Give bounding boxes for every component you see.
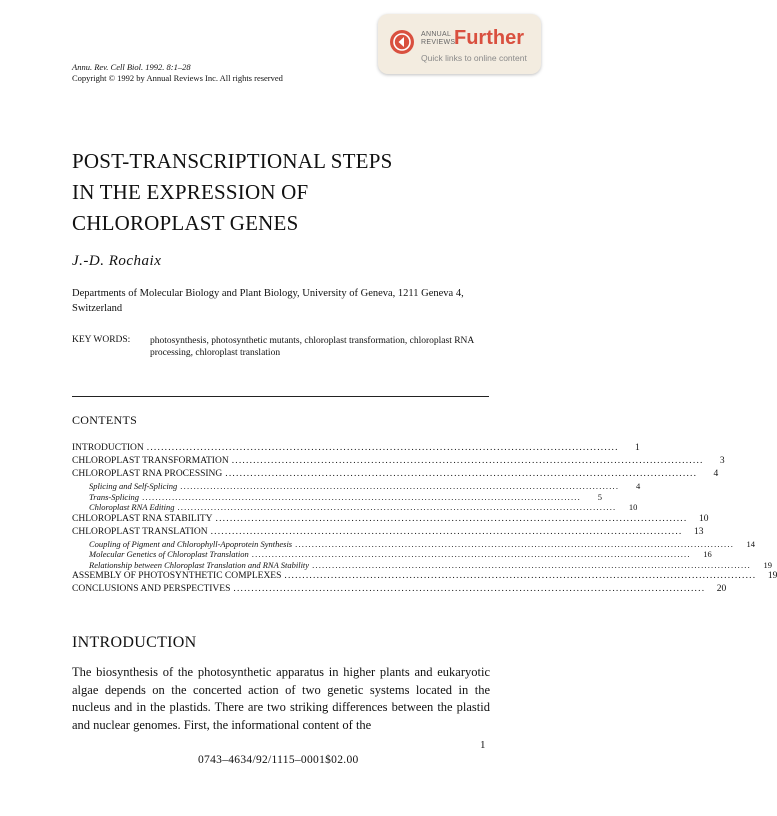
toc-leader-dots: .................................................................................................................................... xyxy=(312,559,751,570)
toc-entry-label: CHLOROPLAST RNA PROCESSING xyxy=(72,469,223,479)
toc-leader-dots: .................................................................................................................................... xyxy=(231,456,704,466)
introduction-paragraph: The biosynthesis of the photosynthetic apparatus in higher plants and eukaryotic algae depends on the concerted action of two genetic systems located in the nucleus and in the plastids. There are two striking differences between the plastid and nuclear genomes. First, the informational content of the xyxy=(72,665,490,732)
toc-entry[interactable] xyxy=(72,526,704,539)
article-title xyxy=(72,146,392,239)
toc-entry-page: 19 xyxy=(767,571,777,581)
toc-entry-page: 16 xyxy=(703,549,712,559)
toc-entry-page: 10 xyxy=(698,513,709,524)
toc-entry[interactable] xyxy=(72,583,727,596)
title-line: POST-TRANSCRIPTIONAL STEPS xyxy=(72,149,393,173)
journal-citation: Annu. Rev. Cell Biol. 1992. 8:1–28 xyxy=(72,62,191,72)
toc-leader-dots: .................................................................................................................................... xyxy=(251,549,691,559)
toc-subentry[interactable] xyxy=(72,549,712,560)
toc-subentry[interactable] xyxy=(72,538,756,550)
badge-subtitle: Quick links to online content xyxy=(421,53,527,63)
toc-subentry[interactable] xyxy=(72,481,641,492)
toc-leader-dots: .................................................................................................................................... xyxy=(233,584,706,594)
author-name: J.-D. Rochaix xyxy=(72,253,162,269)
toc-entry-page: 1 xyxy=(634,443,640,453)
annual-reviews-further-badge[interactable] xyxy=(378,14,541,74)
toc-subentry[interactable] xyxy=(72,502,638,513)
toc-entry-label: Chloroplast RNA Editing xyxy=(89,502,175,512)
toc-entry-page: 4 xyxy=(635,481,641,491)
toc-entry-label: CHLOROPLAST TRANSFORMATION xyxy=(72,456,229,466)
toc-entry-page: 4 xyxy=(713,469,719,479)
author-affiliation: Departments of Molecular Biology and Plant Biology, University of Geneva, 1211 Geneva 4, Switzerland xyxy=(72,288,464,314)
toc-subentry[interactable] xyxy=(72,491,602,503)
toc-leader-dots: .................................................................................................................................... xyxy=(284,571,757,581)
contents-heading: CONTENTS xyxy=(72,413,138,427)
title-line: CHLOROPLAST GENES xyxy=(72,211,299,235)
toc-entry[interactable] xyxy=(72,513,709,526)
toc-entry[interactable] xyxy=(72,455,725,468)
toc-leader-dots: .................................................................................................................................... xyxy=(146,443,619,453)
toc-leader-dots: .................................................................................................................................... xyxy=(295,538,735,549)
toc-entry-page: 13 xyxy=(693,526,704,537)
toc-entry-label: Trans-Splicing xyxy=(89,491,140,502)
toc-entry-label: CONCLUSIONS AND PERSPECTIVES xyxy=(72,584,231,594)
title-line: IN THE EXPRESSION OF xyxy=(72,180,309,204)
toc-entry-page: 5 xyxy=(597,491,602,502)
toc-entry[interactable] xyxy=(72,468,719,481)
toc-subentry[interactable] xyxy=(72,559,772,571)
toc-entry[interactable] xyxy=(72,442,640,455)
toc-leader-dots: .................................................................................................................................... xyxy=(225,469,698,479)
toc-entry-label: Relationship between Chloroplast Translation and RNA Stability xyxy=(89,559,310,570)
toc-entry-page: 20 xyxy=(716,584,727,594)
toc-entry-page: 10 xyxy=(628,502,638,512)
toc-entry-label: INTRODUCTION xyxy=(72,443,144,453)
toc-entry-page: 3 xyxy=(719,456,725,466)
toc-entry[interactable] xyxy=(72,570,777,583)
article-code: 0743–4634/92/1115–0001$02.00 xyxy=(198,754,359,766)
toc-entry-label: CHLOROPLAST TRANSLATION xyxy=(72,526,208,537)
toc-entry-label: CHLOROPLAST RNA STABILITY xyxy=(72,513,213,524)
section-divider xyxy=(72,396,489,397)
page-number: 1 xyxy=(480,739,486,751)
toc-entry-page: 19 xyxy=(763,559,772,570)
introduction-heading: INTRODUCTION xyxy=(72,634,197,651)
badge-annual-text: ANNUAL xyxy=(421,31,452,38)
toc-leader-dots: .................................................................................................................................... xyxy=(180,481,620,491)
toc-entry-page: 14 xyxy=(746,538,756,549)
toc-leader-dots: .................................................................................................................................... xyxy=(177,502,617,512)
keywords-text: photosynthesis, photosynthetic mutants, chloroplast transformation, chloroplast RNA processing, chloroplast translation xyxy=(150,336,474,358)
keywords-label: KEY WORDS: xyxy=(72,335,131,345)
toc-entry-label: Splicing and Self-Splicing xyxy=(89,481,178,491)
toc-entry-label: ASSEMBLY OF PHOTOSYNTHETIC COMPLEXES xyxy=(72,571,282,581)
copyright-line: Copyright © 1992 by Annual Reviews Inc. All rights reserved xyxy=(72,73,283,83)
badge-annual-reviews-label xyxy=(421,31,455,47)
toc-leader-dots: .................................................................................................................................... xyxy=(215,513,688,524)
toc-leader-dots: .................................................................................................................................... xyxy=(142,491,581,502)
table-of-contents xyxy=(72,442,777,596)
toc-entry-label: Coupling of Pigment and Chlorophyll-Apoprotein Synthesis xyxy=(89,538,293,549)
arrow-left-icon[interactable] xyxy=(390,30,414,54)
toc-entry-label: Molecular Genetics of Chloroplast Translation xyxy=(89,549,249,559)
badge-reviews-text: REVIEWS xyxy=(421,39,456,46)
badge-further-title: Further xyxy=(454,27,524,49)
toc-leader-dots: .................................................................................................................................... xyxy=(210,526,683,537)
